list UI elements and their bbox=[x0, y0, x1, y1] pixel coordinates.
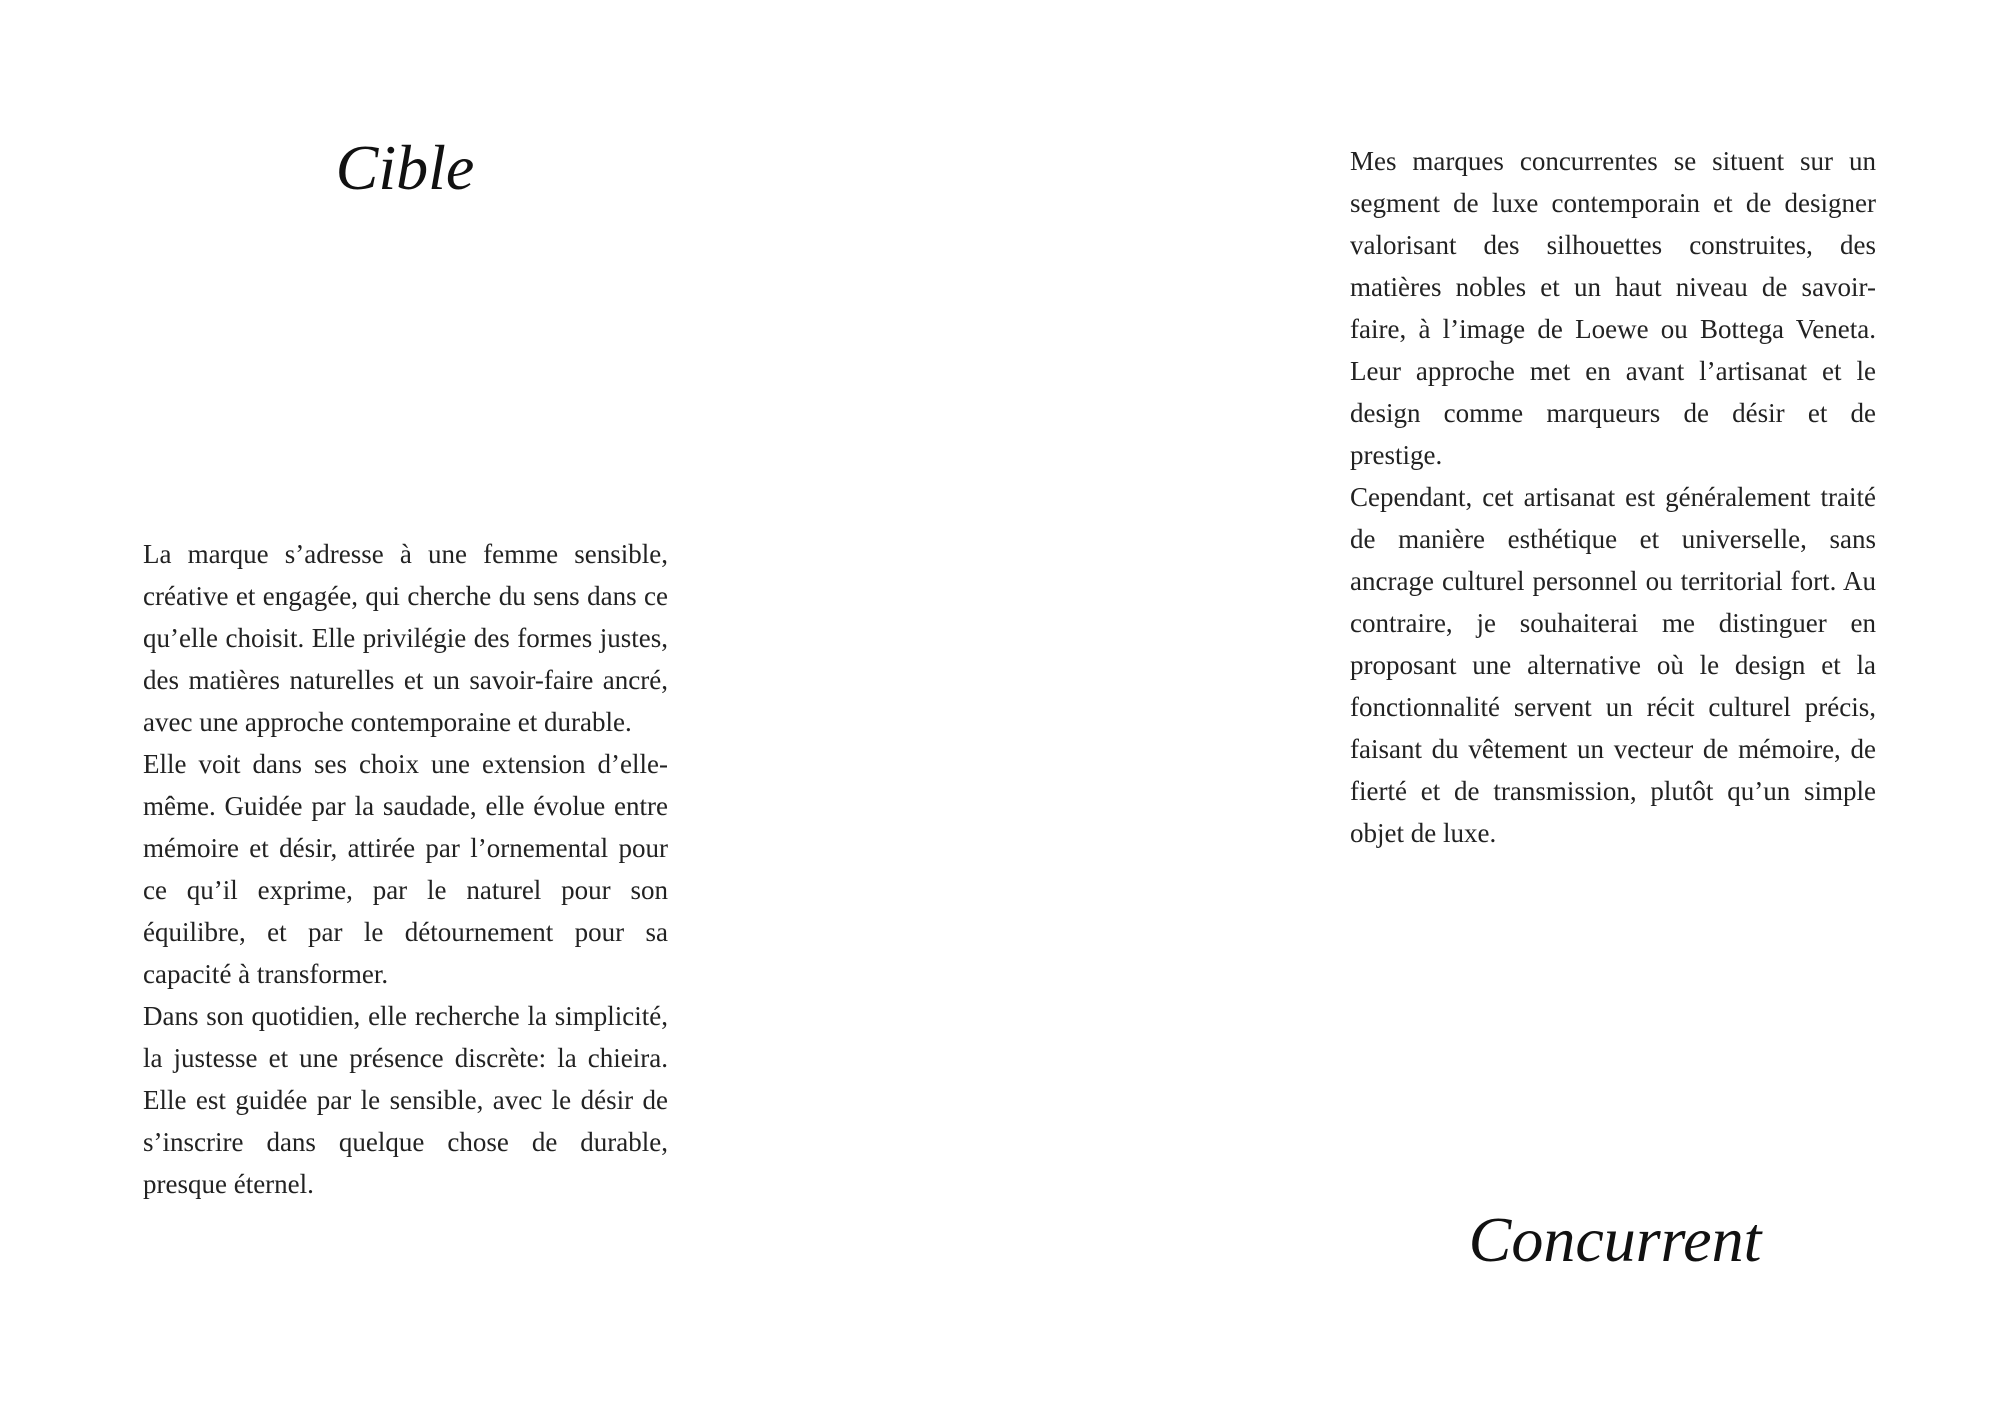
concurrent-text-block bbox=[1350, 140, 1876, 854]
concurrent-paragraph: Mes marques concurrentes se situent sur un segment de luxe contemporain et de designer valorisant des silhouettes construites, des matières nobles et un haut niveau de savoir-faire, à l’image de Loewe ou Bottega Veneta. Leur approche met en avant l’artisanat et le design comme marqueurs de désir et de prestige. bbox=[1350, 146, 1876, 470]
concurrent-paragraph: Cependant, cet artisanat est généralement traité de manière esthétique et universelle, sans ancrage culturel personnel ou territorial fort. Au contraire, je souhaiterai me distinguer en proposant une alternative où le design et la fonctionnalité servent un récit culturel précis, faisant du vêtement un vecteur de mémoire, de fierté et de transmission, plutôt qu’un simple objet de luxe. bbox=[1350, 482, 1876, 848]
cible-text-block bbox=[143, 533, 668, 1205]
cible-paragraph: Dans son quotidien, elle recherche la simplicité, la justesse et une présence discrète: la chieira. Elle est guidée par le sensible, avec le désir de s’inscrire dans quelque chose de durable, presque éternel. bbox=[143, 1001, 668, 1199]
cible-paragraph: La marque s’adresse à une femme sensible, créative et engagée, qui cherche du sens dans ce qu’elle choisit. Elle privilégie des formes justes, des matières naturelles et un savoir-faire ancré, avec une approche contemporaine et durable. bbox=[143, 539, 668, 737]
concurrent-heading: Concurrent bbox=[1468, 1204, 1762, 1275]
cible-paragraph: Elle voit dans ses choix une extension d’elle-même. Guidée par la saudade, elle évolue entre mémoire et désir, attirée par l’ornemental pour ce qu’il exprime, par le naturel pour son équilibre, et par le détournement pour sa capacité à transformer. bbox=[143, 749, 668, 989]
cible-heading: Cible bbox=[335, 132, 475, 203]
